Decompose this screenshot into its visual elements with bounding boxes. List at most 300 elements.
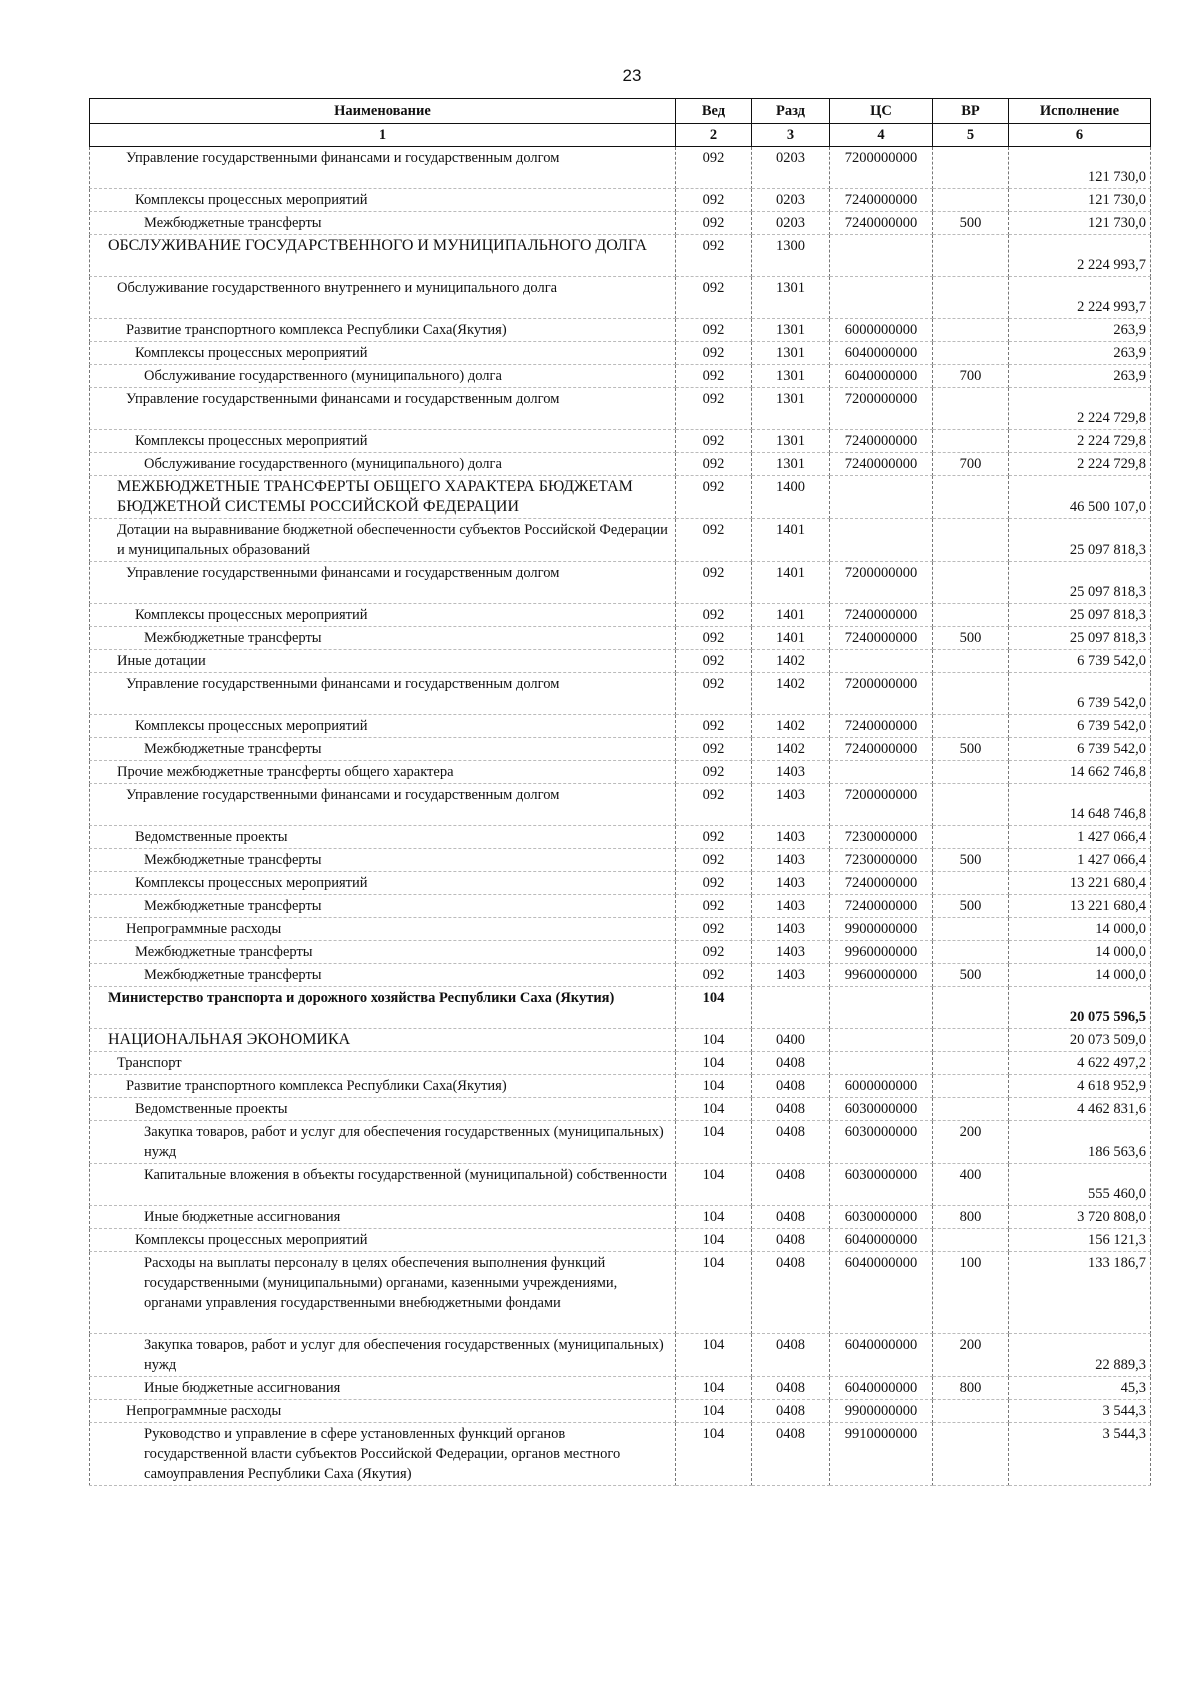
row-cs: 6040000000: [830, 1334, 933, 1377]
row-vr: [933, 189, 1009, 212]
table-row: [90, 1252, 1151, 1334]
row-vr: [933, 319, 1009, 342]
row-razd: 1403: [752, 761, 830, 784]
table-row: [90, 1121, 1151, 1164]
row-razd: 1402: [752, 738, 830, 761]
table-row: [90, 761, 1151, 784]
row-ved: 104: [676, 1206, 752, 1229]
row-cs: 7240000000: [830, 627, 933, 650]
row-razd: 0408: [752, 1206, 830, 1229]
row-name: НАЦИОНАЛЬНАЯ ЭКОНОМИКА: [90, 1029, 676, 1052]
table-row: [90, 1098, 1151, 1121]
row-ved: 104: [676, 1098, 752, 1121]
row-razd: 1402: [752, 715, 830, 738]
row-name: Ведомственные проекты: [90, 1098, 676, 1121]
row-exec: 4 618 952,9: [1009, 1075, 1151, 1098]
row-vr: 500: [933, 738, 1009, 761]
row-cs: [830, 650, 933, 673]
row-razd: 1301: [752, 342, 830, 365]
row-exec: 555 460,0: [1009, 1164, 1151, 1206]
row-razd: 1301: [752, 430, 830, 453]
row-ved: 092: [676, 738, 752, 761]
header-num-1: 1: [90, 124, 676, 147]
row-vr: 200: [933, 1121, 1009, 1164]
row-razd: 0408: [752, 1377, 830, 1400]
table-row: [90, 189, 1151, 212]
table-row: [90, 918, 1151, 941]
row-cs: 6030000000: [830, 1098, 933, 1121]
table-row: [90, 1206, 1151, 1229]
row-vr: [933, 235, 1009, 277]
row-ved: 092: [676, 849, 752, 872]
header-num-6: 6: [1009, 124, 1151, 147]
row-vr: [933, 987, 1009, 1029]
row-razd: 1400: [752, 476, 830, 519]
row-vr: 500: [933, 627, 1009, 650]
row-cs: 6030000000: [830, 1206, 933, 1229]
row-cs: [830, 476, 933, 519]
row-exec: 133 186,7: [1009, 1252, 1151, 1334]
header-num-3: 3: [752, 124, 830, 147]
row-ved: 092: [676, 453, 752, 476]
row-vr: [933, 147, 1009, 189]
header-num-2: 2: [676, 124, 752, 147]
row-exec: 3 544,3: [1009, 1400, 1151, 1423]
row-name: Дотации на выравнивание бюджетной обеспеченности субъектов Российской Федерации и муниципальных образований: [90, 519, 676, 562]
row-cs: [830, 277, 933, 319]
table-row: [90, 987, 1151, 1029]
row-vr: [933, 1229, 1009, 1252]
row-exec: 46 500 107,0: [1009, 476, 1151, 519]
row-name: Непрограммные расходы: [90, 1400, 676, 1423]
row-razd: 0408: [752, 1400, 830, 1423]
row-razd: 1401: [752, 604, 830, 627]
row-cs: 9960000000: [830, 964, 933, 987]
row-exec: 1 427 066,4: [1009, 849, 1151, 872]
row-cs: 9900000000: [830, 1400, 933, 1423]
row-cs: 6040000000: [830, 342, 933, 365]
row-exec: 156 121,3: [1009, 1229, 1151, 1252]
budget-table: [89, 98, 1151, 1486]
row-vr: [933, 430, 1009, 453]
row-cs: 9960000000: [830, 941, 933, 964]
row-ved: 092: [676, 918, 752, 941]
row-vr: [933, 673, 1009, 715]
row-ved: 104: [676, 1400, 752, 1423]
row-ved: 092: [676, 519, 752, 562]
row-ved: 092: [676, 895, 752, 918]
row-ved: 092: [676, 147, 752, 189]
row-razd: 1401: [752, 562, 830, 604]
row-exec: 25 097 818,3: [1009, 604, 1151, 627]
row-exec: 186 563,6: [1009, 1121, 1151, 1164]
row-exec: 121 730,0: [1009, 147, 1151, 189]
row-vr: [933, 826, 1009, 849]
row-name: МЕЖБЮДЖЕТНЫЕ ТРАНСФЕРТЫ ОБЩЕГО ХАРАКТЕРА БЮДЖЕТАМ БЮДЖЕТНОЙ СИСТЕМЫ РОССИЙСКОЙ ФЕДЕРАЦИИ: [90, 476, 676, 519]
table-row: [90, 1334, 1151, 1377]
row-vr: 500: [933, 895, 1009, 918]
row-vr: [933, 872, 1009, 895]
row-cs: 7200000000: [830, 147, 933, 189]
row-vr: [933, 562, 1009, 604]
row-ved: 104: [676, 1121, 752, 1164]
row-vr: 100: [933, 1252, 1009, 1334]
row-name: Управление государственными финансами и государственным долгом: [90, 388, 676, 430]
row-ved: 092: [676, 761, 752, 784]
table-row: [90, 1400, 1151, 1423]
row-name: Комплексы процессных мероприятий: [90, 715, 676, 738]
row-exec: 6 739 542,0: [1009, 650, 1151, 673]
table-row: [90, 738, 1151, 761]
row-exec: 263,9: [1009, 319, 1151, 342]
row-cs: [830, 761, 933, 784]
table-row: [90, 650, 1151, 673]
page-number: 23: [622, 66, 642, 85]
table-row: [90, 1229, 1151, 1252]
row-ved: 092: [676, 627, 752, 650]
row-ved: 092: [676, 826, 752, 849]
row-razd: 1301: [752, 365, 830, 388]
row-name: Межбюджетные трансферты: [90, 964, 676, 987]
row-exec: 6 739 542,0: [1009, 673, 1151, 715]
row-cs: 7240000000: [830, 872, 933, 895]
row-ved: 104: [676, 987, 752, 1029]
row-exec: 3 544,3: [1009, 1423, 1151, 1486]
row-name: Развитие транспортного комплекса Республики Саха(Якутия): [90, 1075, 676, 1098]
row-name: Комплексы процессных мероприятий: [90, 872, 676, 895]
row-vr: [933, 388, 1009, 430]
row-exec: 263,9: [1009, 342, 1151, 365]
row-name: Обслуживание государственного (муниципального) долга: [90, 365, 676, 388]
row-razd: [752, 987, 830, 1029]
row-vr: [933, 1029, 1009, 1052]
row-vr: [933, 342, 1009, 365]
row-name: Транспорт: [90, 1052, 676, 1075]
row-vr: 500: [933, 849, 1009, 872]
row-exec: 14 648 746,8: [1009, 784, 1151, 826]
row-razd: 1403: [752, 784, 830, 826]
row-exec: 25 097 818,3: [1009, 562, 1151, 604]
row-exec: 2 224 729,8: [1009, 453, 1151, 476]
row-exec: 1 427 066,4: [1009, 826, 1151, 849]
row-razd: 1401: [752, 627, 830, 650]
row-name: Комплексы процессных мероприятий: [90, 1229, 676, 1252]
row-ved: 092: [676, 941, 752, 964]
table-row: [90, 964, 1151, 987]
table-row: [90, 212, 1151, 235]
row-ved: 092: [676, 212, 752, 235]
row-name: Управление государственными финансами и государственным долгом: [90, 147, 676, 189]
table-row: [90, 1029, 1151, 1052]
row-exec: 14 662 746,8: [1009, 761, 1151, 784]
row-name: Прочие межбюджетные трансферты общего характера: [90, 761, 676, 784]
row-razd: 0408: [752, 1164, 830, 1206]
table-row: [90, 1075, 1151, 1098]
row-name: Комплексы процессных мероприятий: [90, 604, 676, 627]
table-row: [90, 476, 1151, 519]
table-row: [90, 1423, 1151, 1486]
row-exec: 6 739 542,0: [1009, 738, 1151, 761]
row-razd: 0203: [752, 189, 830, 212]
row-vr: [933, 715, 1009, 738]
row-exec: 2 224 729,8: [1009, 388, 1151, 430]
row-exec: 4 462 831,6: [1009, 1098, 1151, 1121]
row-ved: 104: [676, 1075, 752, 1098]
row-ved: 092: [676, 235, 752, 277]
row-ved: 092: [676, 715, 752, 738]
row-razd: 1401: [752, 519, 830, 562]
row-vr: 800: [933, 1206, 1009, 1229]
row-exec: 14 000,0: [1009, 941, 1151, 964]
table-row: [90, 849, 1151, 872]
table-row: [90, 627, 1151, 650]
row-cs: 6000000000: [830, 1075, 933, 1098]
table-row: [90, 1164, 1151, 1206]
row-name: Закупка товаров, работ и услуг для обеспечения государственных (муниципальных) нужд: [90, 1334, 676, 1377]
row-cs: [830, 235, 933, 277]
row-cs: 6030000000: [830, 1121, 933, 1164]
row-razd: 0408: [752, 1252, 830, 1334]
table-row: [90, 453, 1151, 476]
row-ved: 092: [676, 476, 752, 519]
row-exec: 20 075 596,5: [1009, 987, 1151, 1029]
row-razd: 0400: [752, 1029, 830, 1052]
row-ved: 104: [676, 1229, 752, 1252]
row-ved: 104: [676, 1052, 752, 1075]
row-cs: 9900000000: [830, 918, 933, 941]
row-name: Межбюджетные трансферты: [90, 849, 676, 872]
row-cs: [830, 519, 933, 562]
row-exec: 13 221 680,4: [1009, 872, 1151, 895]
row-razd: 1301: [752, 388, 830, 430]
row-name: Межбюджетные трансферты: [90, 895, 676, 918]
row-cs: 7200000000: [830, 388, 933, 430]
row-razd: 0408: [752, 1052, 830, 1075]
row-razd: 0408: [752, 1423, 830, 1486]
row-name: ОБСЛУЖИВАНИЕ ГОСУДАРСТВЕННОГО И МУНИЦИПАЛЬНОГО ДОЛГА: [90, 235, 676, 277]
row-vr: [933, 277, 1009, 319]
table-row: [90, 872, 1151, 895]
table-row: [90, 895, 1151, 918]
row-ved: 104: [676, 1377, 752, 1400]
table-row: [90, 673, 1151, 715]
row-cs: [830, 1052, 933, 1075]
row-ved: 092: [676, 319, 752, 342]
table-row: [90, 319, 1151, 342]
row-razd: 1403: [752, 895, 830, 918]
row-exec: 2 224 729,8: [1009, 430, 1151, 453]
row-name: Межбюджетные трансферты: [90, 738, 676, 761]
row-razd: 1402: [752, 673, 830, 715]
row-cs: 7230000000: [830, 849, 933, 872]
row-name: Управление государственными финансами и государственным долгом: [90, 673, 676, 715]
row-cs: 7200000000: [830, 673, 933, 715]
row-name: Ведомственные проекты: [90, 826, 676, 849]
row-name: Комплексы процессных мероприятий: [90, 189, 676, 212]
row-vr: [933, 604, 1009, 627]
row-cs: 7240000000: [830, 604, 933, 627]
table-row: [90, 430, 1151, 453]
row-exec: 13 221 680,4: [1009, 895, 1151, 918]
row-vr: 700: [933, 453, 1009, 476]
row-cs: 6030000000: [830, 1164, 933, 1206]
table-row: [90, 388, 1151, 430]
row-vr: [933, 1075, 1009, 1098]
row-cs: 7240000000: [830, 189, 933, 212]
table-row: [90, 941, 1151, 964]
header-ved: Вед: [676, 99, 752, 124]
row-name: Межбюджетные трансферты: [90, 627, 676, 650]
table-row: [90, 342, 1151, 365]
table-header: [90, 99, 1151, 147]
row-exec: 22 889,3: [1009, 1334, 1151, 1377]
row-exec: 6 739 542,0: [1009, 715, 1151, 738]
row-razd: 0408: [752, 1075, 830, 1098]
row-exec: 14 000,0: [1009, 964, 1151, 987]
row-vr: [933, 1400, 1009, 1423]
row-ved: 092: [676, 784, 752, 826]
row-cs: 6040000000: [830, 365, 933, 388]
row-razd: 1301: [752, 319, 830, 342]
row-cs: 6040000000: [830, 1377, 933, 1400]
row-cs: [830, 987, 933, 1029]
row-ved: 092: [676, 277, 752, 319]
row-ved: 092: [676, 650, 752, 673]
row-exec: 25 097 818,3: [1009, 519, 1151, 562]
table-row: [90, 784, 1151, 826]
row-exec: 25 097 818,3: [1009, 627, 1151, 650]
row-cs: 7240000000: [830, 715, 933, 738]
row-vr: 500: [933, 212, 1009, 235]
row-vr: [933, 519, 1009, 562]
row-razd: 0408: [752, 1098, 830, 1121]
row-ved: 092: [676, 342, 752, 365]
row-name: Развитие транспортного комплекса Республики Саха(Якутия): [90, 319, 676, 342]
table-row: [90, 519, 1151, 562]
table-row: [90, 1052, 1151, 1075]
row-cs: 6040000000: [830, 1252, 933, 1334]
row-ved: 092: [676, 964, 752, 987]
row-ved: 092: [676, 388, 752, 430]
row-exec: 2 224 993,7: [1009, 235, 1151, 277]
row-vr: [933, 476, 1009, 519]
table-row: [90, 365, 1151, 388]
row-name: Иные дотации: [90, 650, 676, 673]
row-ved: 092: [676, 562, 752, 604]
row-vr: [933, 761, 1009, 784]
row-razd: 1301: [752, 277, 830, 319]
table-row: [90, 715, 1151, 738]
row-ved: 104: [676, 1252, 752, 1334]
row-ved: 092: [676, 365, 752, 388]
row-name: Управление государственными финансами и государственным долгом: [90, 562, 676, 604]
row-vr: 500: [933, 964, 1009, 987]
row-name: Комплексы процессных мероприятий: [90, 430, 676, 453]
table-body: [90, 147, 1151, 1486]
row-razd: 1300: [752, 235, 830, 277]
row-exec: 3 720 808,0: [1009, 1206, 1151, 1229]
row-name: Управление государственными финансами и государственным долгом: [90, 784, 676, 826]
row-vr: 200: [933, 1334, 1009, 1377]
row-ved: 092: [676, 872, 752, 895]
row-razd: 0203: [752, 147, 830, 189]
row-ved: 104: [676, 1029, 752, 1052]
row-vr: [933, 918, 1009, 941]
row-vr: 700: [933, 365, 1009, 388]
row-vr: [933, 1098, 1009, 1121]
row-ved: 104: [676, 1334, 752, 1377]
row-razd: 1403: [752, 918, 830, 941]
row-exec: 2 224 993,7: [1009, 277, 1151, 319]
row-cs: 7240000000: [830, 453, 933, 476]
row-ved: 092: [676, 673, 752, 715]
row-cs: 7200000000: [830, 562, 933, 604]
row-name: Расходы на выплаты персоналу в целях обеспечения выполнения функций государственными (муниципальными) органами, казенными учреждениями, органами управления государственными внебюджетными фондами: [90, 1252, 676, 1334]
row-exec: 263,9: [1009, 365, 1151, 388]
row-cs: 6040000000: [830, 1229, 933, 1252]
table-row: [90, 604, 1151, 627]
row-vr: 800: [933, 1377, 1009, 1400]
row-name: Комплексы процессных мероприятий: [90, 342, 676, 365]
row-ved: 092: [676, 430, 752, 453]
table-row: [90, 277, 1151, 319]
row-exec: 121 730,0: [1009, 212, 1151, 235]
row-razd: 1403: [752, 941, 830, 964]
header-cs: ЦС: [830, 99, 933, 124]
table-row: [90, 147, 1151, 189]
header-vr: ВР: [933, 99, 1009, 124]
row-vr: [933, 1423, 1009, 1486]
table-row: [90, 235, 1151, 277]
row-name: Обслуживание государственного (муниципального) долга: [90, 453, 676, 476]
row-vr: [933, 650, 1009, 673]
row-cs: 7240000000: [830, 430, 933, 453]
header-num-5: 5: [933, 124, 1009, 147]
row-name: Министерство транспорта и дорожного хозяйства Республики Саха (Якутия): [90, 987, 676, 1029]
row-cs: 7230000000: [830, 826, 933, 849]
row-exec: 121 730,0: [1009, 189, 1151, 212]
row-ved: 104: [676, 1423, 752, 1486]
row-name: Межбюджетные трансферты: [90, 941, 676, 964]
header-row: [90, 99, 1151, 124]
header-num-4: 4: [830, 124, 933, 147]
row-vr: [933, 941, 1009, 964]
row-razd: 0408: [752, 1229, 830, 1252]
row-name: Межбюджетные трансферты: [90, 212, 676, 235]
row-cs: 9910000000: [830, 1423, 933, 1486]
row-ved: 092: [676, 604, 752, 627]
row-name: Обслуживание государственного внутреннего и муниципального долга: [90, 277, 676, 319]
header-exec: Исполнение: [1009, 99, 1151, 124]
table-row: [90, 562, 1151, 604]
row-cs: 7240000000: [830, 212, 933, 235]
row-razd: 1403: [752, 964, 830, 987]
row-ved: 092: [676, 189, 752, 212]
row-razd: 1301: [752, 453, 830, 476]
header-name: Наименование: [90, 99, 676, 124]
row-vr: [933, 1052, 1009, 1075]
row-exec: 45,3: [1009, 1377, 1151, 1400]
row-razd: 1403: [752, 872, 830, 895]
row-cs: [830, 1029, 933, 1052]
header-razd: Разд: [752, 99, 830, 124]
row-cs: 7200000000: [830, 784, 933, 826]
row-exec: 20 073 509,0: [1009, 1029, 1151, 1052]
row-razd: 0408: [752, 1121, 830, 1164]
row-ved: 104: [676, 1164, 752, 1206]
row-name: Иные бюджетные ассигнования: [90, 1377, 676, 1400]
row-razd: 0408: [752, 1334, 830, 1377]
